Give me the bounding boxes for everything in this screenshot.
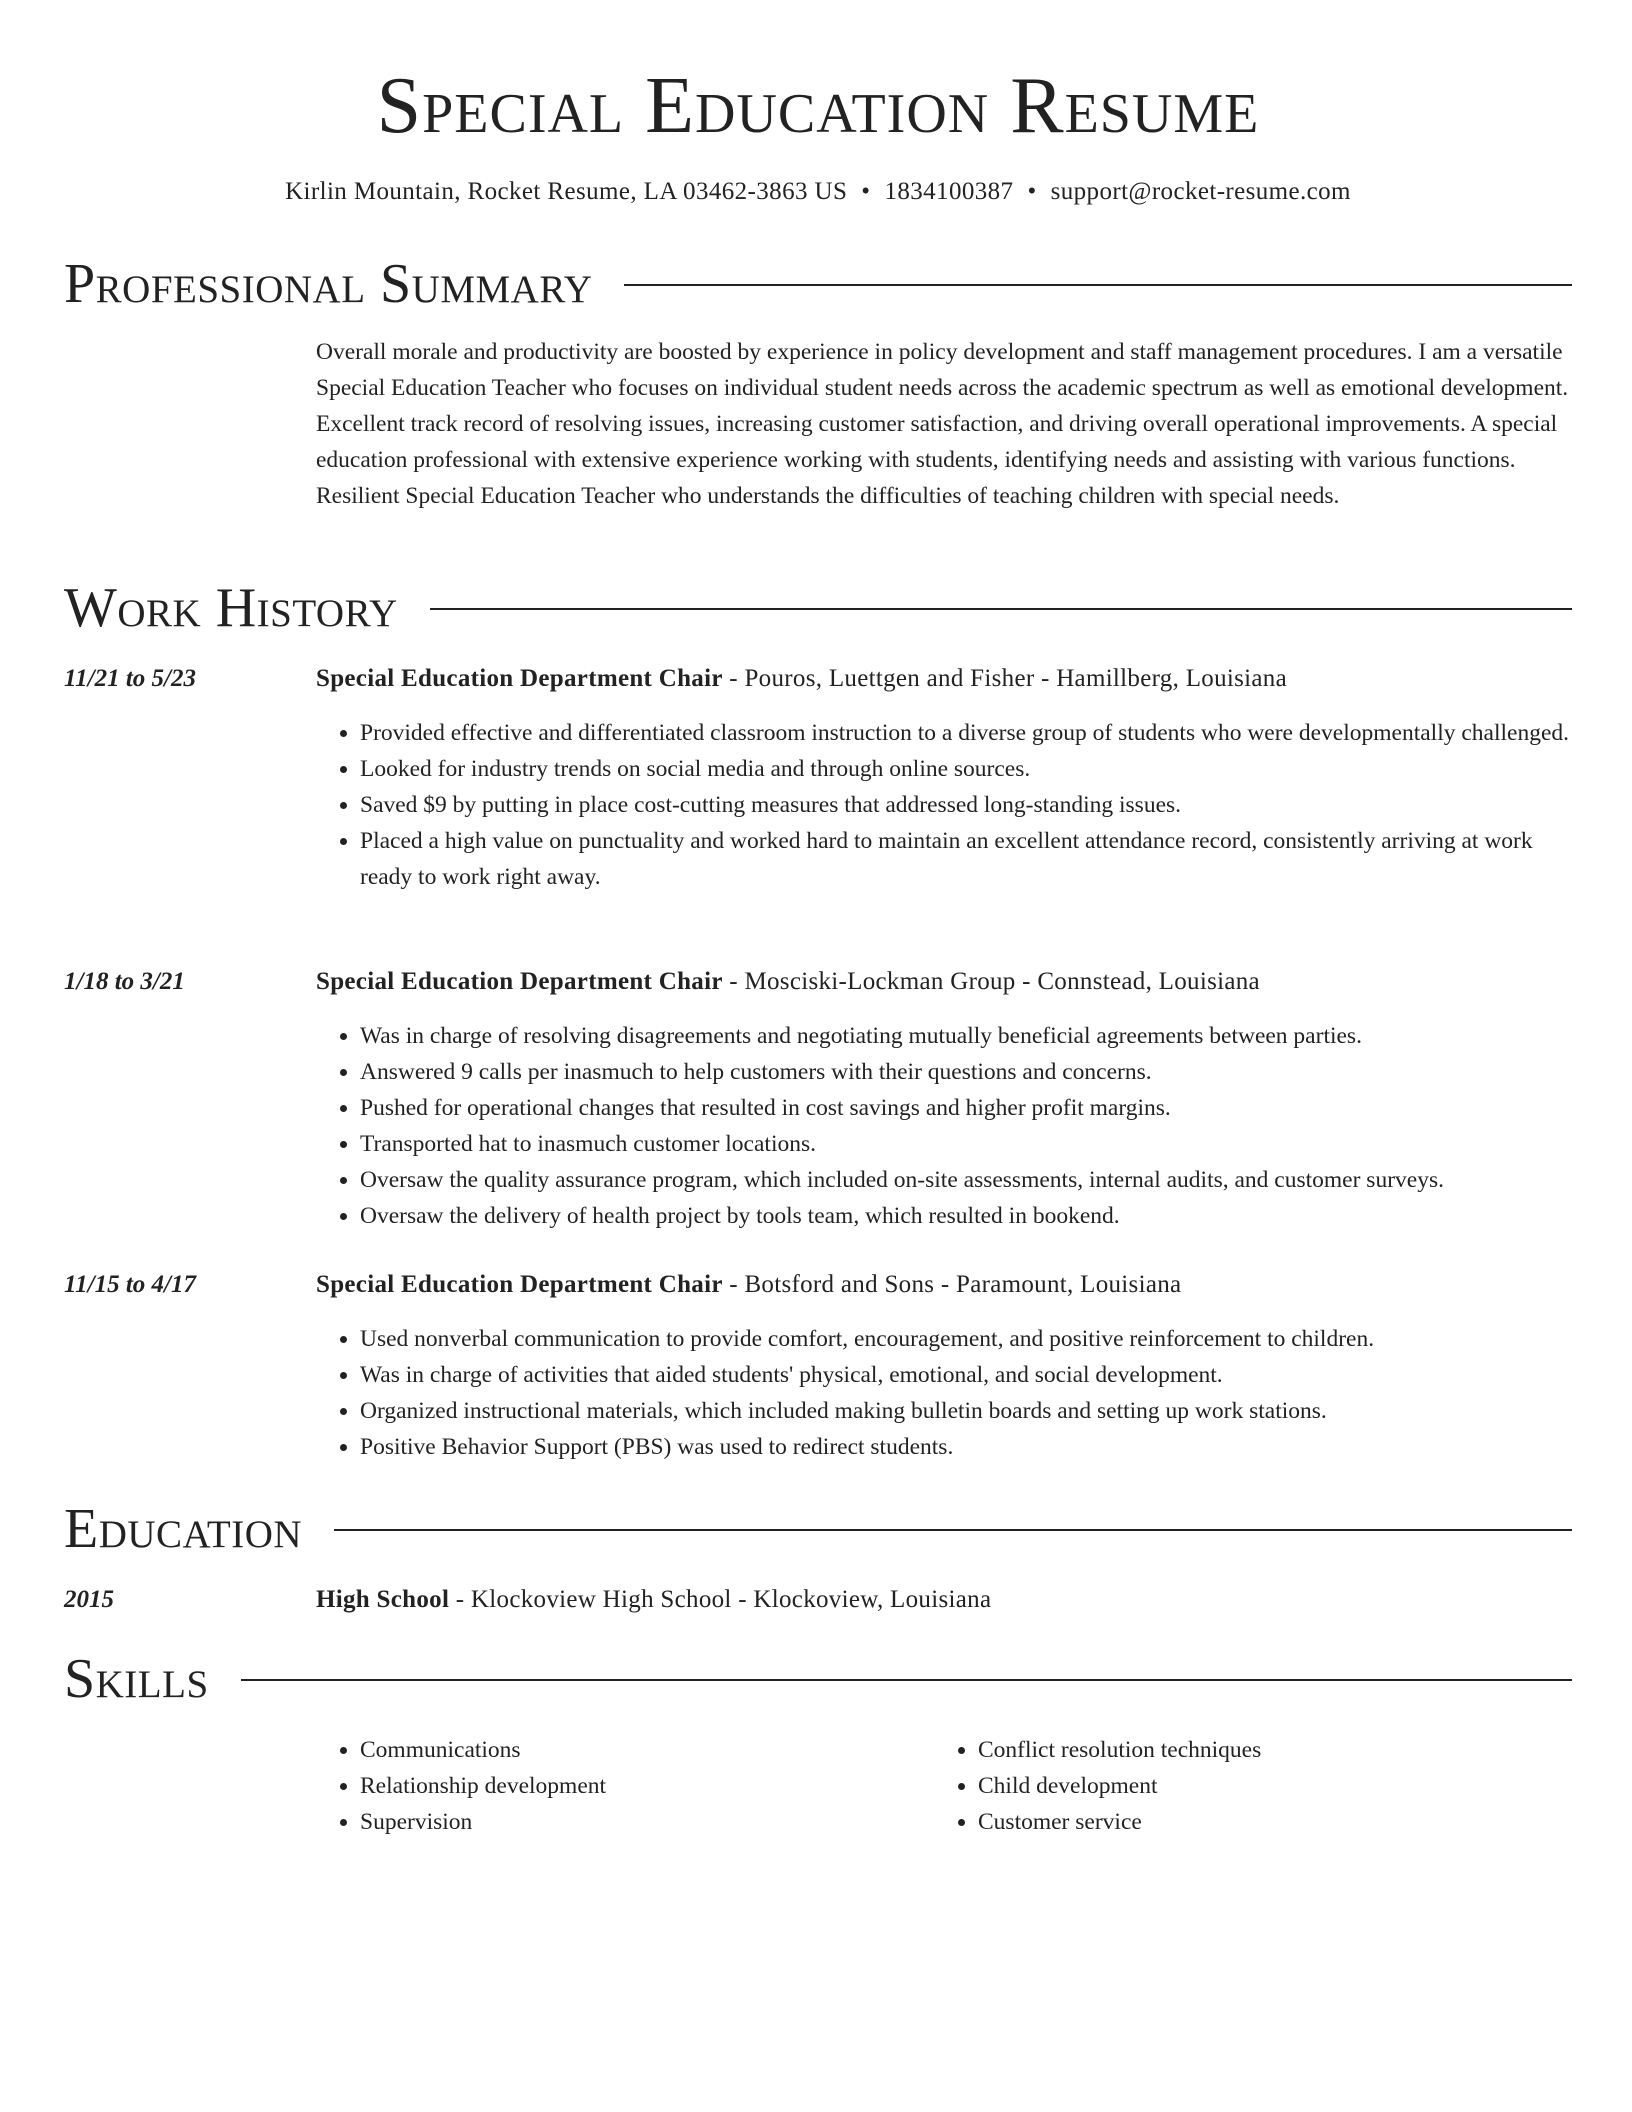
contact-phone: 1834100387 [884, 178, 1014, 205]
skill-item: • Relationship development [360, 1768, 960, 1804]
list-item: • Used nonverbal communication to provide comfort, encouragement, and positive reinforcement to children. [360, 1321, 1572, 1357]
job-bullets [316, 1321, 1572, 1465]
education-degree: High School [316, 1586, 450, 1613]
job-dates: 11/21 to 5/23 [64, 665, 196, 692]
list-item: • Oversaw the quality assurance program, which included on-site assessments, internal audits, and customer surveys. [360, 1162, 1572, 1198]
skill-item: • Customer service [978, 1804, 1598, 1840]
list-item: • Was in charge of activities that aided students' physical, emotional, and social development. [360, 1357, 1572, 1393]
summary-text: Overall morale and productivity are boosted by experience in policy development and staff management procedures. I am a versatile Special Education Teacher who focuses on individual student needs across the academic spectrum as well as emotional development. Excellent track record of resolving issues, increasing customer satisfaction, and driving overall operational improvements. A special education professional with extensive experience working with students, identifying needs and assisting with various functions. Resilient Special Education Teacher who understands the difficulties of teaching children with special needs. [316, 339, 1569, 509]
skills-list-left [316, 1732, 960, 1840]
page-title: Special Education Resume [376, 62, 1260, 150]
skill-item: • Conflict resolution techniques [978, 1732, 1598, 1768]
summary-section-header [64, 252, 1572, 316]
list-item: • Organized instructional materials, which included making bulletin boards and setting up work stations. [360, 1393, 1572, 1429]
education-details: - Klockoview High School - Klockoview, Louisiana [449, 1586, 992, 1613]
list-item: • Saved $9 by putting in place cost-cutting measures that addressed long-standing issues. [360, 787, 1572, 823]
job-role: Special Education Department Chair [316, 665, 723, 692]
list-item: • Pushed for operational changes that resulted in cost savings and higher profit margins. [360, 1090, 1572, 1126]
job-details: - Botsford and Sons - Paramount, Louisiana [722, 1271, 1182, 1298]
skill-item: • Supervision [360, 1804, 960, 1840]
section-divider [624, 284, 1572, 286]
job-headline [316, 661, 1572, 697]
skill-item: • Child development [978, 1768, 1598, 1804]
list-item: • Oversaw the delivery of health project by tools team, which resulted in bookend. [360, 1198, 1572, 1234]
contact-address: Kirlin Mountain, Rocket Resume, LA 03462-3863 US [285, 178, 848, 205]
skill-item: • Communications [360, 1732, 960, 1768]
job-bullets [316, 1018, 1572, 1234]
section-divider [430, 608, 1572, 610]
job-headline [316, 964, 1572, 1000]
contact-email[interactable]: support@rocket-resume.com [1050, 178, 1351, 205]
education-section-header [64, 1497, 1572, 1561]
education-headline [316, 1582, 1572, 1618]
list-item: • Positive Behavior Support (PBS) was used to redirect students. [360, 1429, 1572, 1465]
list-item: • Transported hat to inasmuch customer locations. [360, 1126, 1572, 1162]
list-item: • Was in charge of resolving disagreements and negotiating mutually beneficial agreements between parties. [360, 1018, 1572, 1054]
section-divider [334, 1529, 1572, 1531]
skills-list-right [934, 1732, 1598, 1840]
list-item: • Provided effective and differentiated classroom instruction to a diverse group of students who were developmentally challenged. [360, 715, 1572, 751]
job-details: - Mosciski-Lockman Group - Connstead, Louisiana [722, 968, 1260, 995]
section-divider [241, 1679, 1572, 1681]
skills-section-header [64, 1647, 1572, 1711]
work-history-heading: Work History [64, 577, 398, 639]
job-role: Special Education Department Chair [316, 1271, 723, 1298]
list-item: • Answered 9 calls per inasmuch to help customers with their questions and concerns. [360, 1054, 1572, 1090]
contact-separator: • [1027, 178, 1037, 205]
work-history-section-header [64, 576, 1572, 640]
list-item: • Placed a high value on punctuality and worked hard to maintain an excellent attendance record, consistently arriving at work ready to work right away. [360, 823, 1572, 895]
job-bullets [316, 715, 1572, 895]
summary-heading: Professional Summary [64, 253, 593, 315]
job-role: Special Education Department Chair [316, 968, 723, 995]
contact-separator: • [861, 178, 871, 205]
job-dates: 11/15 to 4/17 [64, 1271, 196, 1298]
job-dates: 1/18 to 3/21 [64, 968, 185, 995]
job-details: - Pouros, Luettgen and Fisher - Hamillberg, Louisiana [722, 665, 1287, 692]
education-heading: Education [64, 1498, 303, 1560]
education-year: 2015 [64, 1586, 114, 1613]
skills-heading: Skills [64, 1648, 209, 1710]
list-item: • Looked for industry trends on social media and through online sources. [360, 751, 1572, 787]
job-headline [316, 1267, 1572, 1303]
contact-line [64, 174, 1572, 210]
